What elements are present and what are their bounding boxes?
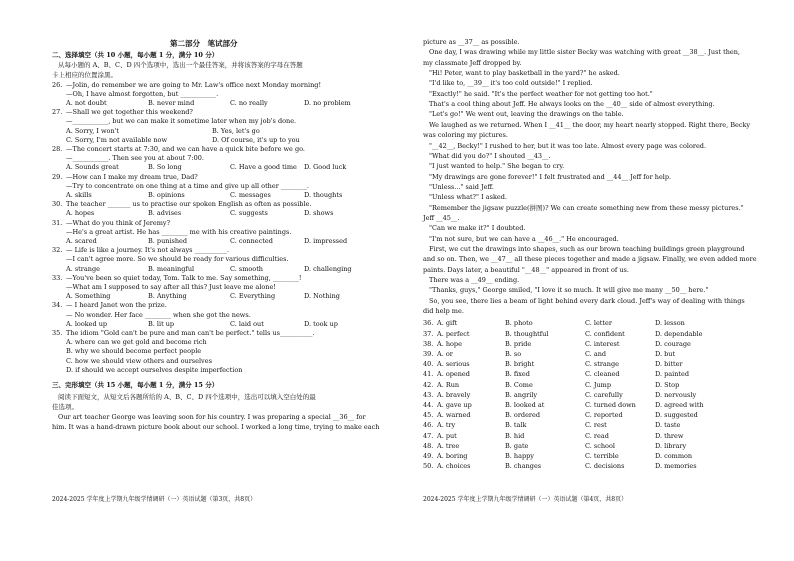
option-b: B. why we should become perfect people bbox=[66, 347, 202, 356]
option-c: C. strange bbox=[585, 360, 619, 369]
passage-line: "Unless what?" I asked. bbox=[429, 193, 507, 202]
option-c: C. suggests bbox=[230, 209, 268, 218]
passage-line: "Thanks, guys," George smiled, "I love it so much. It will give me many __50__ here." bbox=[429, 286, 709, 295]
option-d: D. Stop bbox=[655, 380, 680, 389]
question-number: 48. bbox=[423, 441, 434, 450]
option-a: A. looked up bbox=[66, 319, 108, 328]
passage-line: We laughed as we returned. When I __41__ the door, my heart nearly stopped. Right there, Becky bbox=[429, 120, 751, 129]
option-b: B. lit up bbox=[148, 319, 175, 328]
option-c: C. carefully bbox=[585, 390, 623, 399]
question-number: 35. bbox=[52, 328, 63, 337]
option-d: D. Of course, it's up to you bbox=[212, 135, 300, 144]
option-b: B. looked at bbox=[505, 401, 545, 410]
section3-instruction: 佳选项。 bbox=[52, 402, 78, 411]
option-b: B. talk bbox=[505, 421, 527, 430]
option-d: D. memories bbox=[655, 462, 697, 471]
page-footer: 2024-2025 学年度上学期九年级学情调研（一）英语试题（第4页，共8页） bbox=[423, 496, 628, 503]
option-a: A. Sounds great bbox=[66, 163, 119, 172]
passage-line: Our art teacher George was leaving soon for his country. I was preparing a special __36__ for bbox=[58, 412, 366, 421]
question-text: The teacher _______ us to practise our spoken English as often as possible. bbox=[66, 200, 312, 209]
question-text: —You've been so quiet today, Tom. Talk to me. Say something, ________! bbox=[66, 273, 302, 282]
passage-line: and so on. Then, we __47__ all these pieces together and made a jigsaw. Finally, we even added more bbox=[423, 255, 757, 264]
option-d: D. agreed with bbox=[655, 401, 704, 410]
option-b: B. angrily bbox=[505, 390, 538, 399]
passage-line: "Remember the jigsaw puzzle(拼图)? We can create something new from these messy pictures." bbox=[429, 203, 744, 212]
option-c: C. turned down bbox=[585, 401, 636, 410]
left-page bbox=[52, 0, 380, 561]
option-a: A. not doubt bbox=[66, 98, 107, 107]
option-b: B. opinions bbox=[148, 190, 185, 199]
passage-line: Jeff __45__. bbox=[423, 213, 460, 222]
question-number: 29. bbox=[52, 172, 63, 181]
option-a: A. gave up bbox=[437, 401, 472, 410]
question-text: —I can't agree more. So we should be ready for various difficulties. bbox=[66, 255, 289, 264]
section2-instruction: 从每小题的 A、B、C、D 四个选项中，选出一个最佳答案，并将该答案的字母在答题 bbox=[58, 61, 303, 69]
section3-heading: 三、完形填空（共 15 小题，每小题 1 分，满分 15 分） bbox=[52, 380, 219, 389]
option-d: D. but bbox=[655, 350, 676, 359]
option-b: B. ordered bbox=[505, 411, 541, 420]
question-number: 43. bbox=[423, 390, 434, 399]
option-a: A. hopes bbox=[66, 209, 95, 218]
option-c: C. decisions bbox=[585, 462, 625, 471]
question-number: 30. bbox=[52, 200, 63, 209]
passage-line: him. It was a hand-drawn picture book about our school. I worked a long time, trying to make each bbox=[52, 422, 380, 431]
passage-line: That's a cool thing about Jeff. He always looks on the __40__ side of almost everything. bbox=[429, 100, 715, 109]
question-text: —What am I supposed to say after all this? Just leave me alone! bbox=[66, 282, 276, 291]
option-d: D. courage bbox=[655, 339, 691, 348]
option-a: A. skills bbox=[66, 190, 92, 199]
option-d: D. challenging bbox=[304, 264, 352, 273]
option-a: A. scared bbox=[66, 236, 97, 245]
option-b: B. meaningful bbox=[148, 264, 195, 273]
passage-line: First, we cut the drawings into shapes, such as our brown teaching buildings green playground bbox=[429, 245, 745, 253]
option-b: B. photo bbox=[505, 319, 533, 328]
option-a: A. hope bbox=[437, 339, 462, 348]
option-b: B. punished bbox=[148, 236, 188, 245]
option-c: C. and bbox=[585, 350, 607, 359]
question-number: 47. bbox=[423, 431, 434, 440]
passage-line: "Unless..." said Jeff. bbox=[429, 182, 494, 191]
question-text: —He's a great artist. He has ________ me with his creative paintings. bbox=[66, 227, 292, 236]
option-a: A. gift bbox=[437, 319, 458, 328]
option-c: C. connected bbox=[230, 236, 273, 245]
passage-line: paints. Days later, a beautiful "__48__" appeared in front of us. bbox=[423, 265, 629, 274]
option-d: D. nervously bbox=[655, 390, 697, 399]
option-a: A. bravely bbox=[437, 390, 471, 399]
option-d: D. took up bbox=[304, 319, 338, 328]
question-number: 49. bbox=[423, 452, 434, 461]
option-d: D. if should we accept ourselves despite imperfection bbox=[66, 365, 243, 374]
question-number: 38. bbox=[423, 339, 434, 348]
question-number: 33. bbox=[52, 273, 63, 282]
question-number: 31. bbox=[52, 218, 63, 227]
question-number: 39. bbox=[423, 350, 434, 359]
question-text: —Jolin, do remember we are going to Mr. Law's office next Monday morning! bbox=[66, 80, 322, 89]
passage-line: One day, I was drawing while my little sister Becky was watching with great __38__. Just then, bbox=[429, 48, 740, 57]
option-a: A. tree bbox=[437, 441, 460, 450]
question-number: 34. bbox=[52, 301, 63, 310]
question-text: — I heard Janet won the prize. bbox=[66, 301, 167, 310]
option-a: A. Something bbox=[66, 292, 111, 301]
option-c: C. rest bbox=[585, 421, 607, 430]
option-d: D. taste bbox=[655, 421, 681, 430]
option-a: A. or bbox=[437, 350, 453, 359]
passage-line: "I'd like to, __39__ it's too cold outside!" I replied. bbox=[429, 79, 593, 88]
question-number: 32. bbox=[52, 246, 63, 255]
option-d: D. dependable bbox=[655, 329, 703, 338]
passage-line: "My drawings are gone forever!" I felt frustrated and __44__ Jeff for help. bbox=[429, 172, 672, 181]
option-c: C. confident bbox=[585, 329, 625, 338]
option-d: D. painted bbox=[655, 370, 690, 379]
option-b: B. changes bbox=[505, 462, 542, 471]
option-d: D. lesson bbox=[655, 319, 685, 328]
option-b: B. hid bbox=[505, 431, 525, 440]
passage-line: "Let's go!" We went out, leaving the drawings on the table. bbox=[429, 110, 624, 119]
option-d: D. no problem bbox=[304, 98, 351, 107]
option-a: A. choices bbox=[437, 462, 471, 471]
question-number: 50. bbox=[423, 462, 434, 471]
option-a: A. Sorry, I won't bbox=[66, 126, 120, 135]
option-d: D. Good luck bbox=[304, 163, 347, 172]
passage-line: picture as __37__ as possible. bbox=[423, 38, 520, 46]
option-b: B. pride bbox=[505, 339, 532, 348]
question-text: —Oh, I have almost forgotten, but ___________. bbox=[66, 89, 219, 98]
question-text: — No wonder. Her face ________ when she got the news. bbox=[66, 310, 251, 319]
question-number: 28. bbox=[52, 144, 63, 153]
question-text: —Try to concentrate on one thing at a time and give up all other ________. bbox=[66, 181, 309, 190]
question-number: 26. bbox=[52, 80, 63, 89]
option-b: B. Yes, let's go bbox=[212, 126, 260, 135]
option-c: C. reported bbox=[585, 411, 623, 420]
option-a: A. Run bbox=[437, 380, 460, 389]
passage-line: "Exactly!" he said. "It's the perfect weather for not getting too hot." bbox=[429, 89, 653, 98]
option-a: A. perfect bbox=[437, 329, 470, 338]
option-b: B. never mind bbox=[148, 98, 195, 107]
question-text: —___________, but we can make it sometime later when my job's done. bbox=[66, 117, 297, 126]
passage-line: "__42__, Becky!" I rushed to her, but it was too late. Almost every page was colored. bbox=[429, 141, 707, 150]
question-text: —How can I make my dream true, Dad? bbox=[66, 172, 198, 181]
option-a: A. where can we get gold and become rich bbox=[66, 338, 207, 347]
question-number: 42. bbox=[423, 380, 434, 389]
option-c: C. Everything bbox=[230, 292, 276, 301]
option-d: D. thoughts bbox=[304, 190, 343, 199]
option-a: A. put bbox=[437, 431, 457, 440]
passage-line: "What did you do?" I shouted __43__. bbox=[429, 151, 551, 160]
option-c: C. letter bbox=[585, 319, 612, 328]
passage-line: So, you see, there lies a beam of light behind every dark cloud. Jeff's way of dealing with things bbox=[429, 296, 745, 305]
option-c: C. no really bbox=[230, 98, 268, 107]
passage-line: There was a __49__ ending. bbox=[429, 276, 520, 285]
page-footer: 2024-2025 学年度上学期九年级学情调研（一）英语试题（第3页，共8页） bbox=[52, 496, 257, 503]
option-c: C. school bbox=[585, 441, 615, 450]
option-c: C. messages bbox=[230, 190, 271, 199]
passage-line: was coloring my pictures. bbox=[423, 131, 508, 140]
option-b: B. Come bbox=[505, 380, 533, 389]
question-number: 45. bbox=[423, 411, 434, 420]
option-d: D. suggested bbox=[655, 411, 698, 420]
question-number: 36. bbox=[423, 319, 434, 328]
option-d: D. library bbox=[655, 441, 687, 450]
passage-line: "Hi! Peter, want to play basketball in the yard?" he asked. bbox=[429, 69, 620, 78]
option-b: B. bright bbox=[505, 360, 535, 369]
passage-line: "I just wanted to help." She began to cry. bbox=[429, 162, 565, 171]
option-d: D. impressed bbox=[304, 236, 348, 245]
option-c: C. how we should view others and ourselves bbox=[66, 356, 212, 365]
question-text: —The concert starts at 7:30, and we can have a quick bite before we go. bbox=[66, 144, 305, 153]
option-c: C. Jump bbox=[585, 380, 611, 389]
option-a: A. serious bbox=[437, 360, 470, 369]
question-number: 41. bbox=[423, 370, 434, 379]
option-a: A. try bbox=[437, 421, 456, 430]
option-b: B. So long bbox=[148, 163, 182, 172]
option-c: C. Sorry, I'm not available now bbox=[66, 135, 168, 144]
option-d: D. shows bbox=[304, 209, 334, 218]
option-b: B. happy bbox=[505, 452, 534, 461]
option-b: B. so bbox=[505, 350, 522, 359]
option-c: C. Have a good time bbox=[230, 163, 297, 172]
passage-line: did help me. bbox=[423, 307, 464, 316]
section2-instruction: 卡上相应的位置涂黑。 bbox=[52, 70, 117, 79]
option-a: A. opened bbox=[437, 370, 470, 379]
option-a: A. warned bbox=[437, 411, 471, 420]
option-d: D. Nothing bbox=[304, 292, 340, 301]
option-c: C. read bbox=[585, 431, 609, 440]
passage-line: "Can we make it?" I doubted. bbox=[429, 224, 526, 233]
option-c: C. terrible bbox=[585, 452, 619, 461]
option-c: C. smooth bbox=[230, 264, 263, 273]
passage-line: my classmate Jeff dropped by. bbox=[423, 58, 522, 67]
option-c: C. cleaned bbox=[585, 370, 620, 379]
option-b: B. gate bbox=[505, 441, 529, 450]
section2-heading: 二、选择填空（共 10 小题，每小题 1 分，满分 10 分） bbox=[52, 51, 219, 59]
option-a: A. strange bbox=[66, 264, 100, 273]
question-number: 40. bbox=[423, 360, 434, 369]
question-number: 44. bbox=[423, 401, 434, 410]
question-text: —___________. Then see you at about 7:00. bbox=[66, 154, 204, 163]
option-c: C. interest bbox=[585, 339, 620, 348]
question-number: 27. bbox=[52, 108, 63, 117]
question-text: — Life is like a journey. It's not always __________. bbox=[66, 246, 230, 255]
right-page bbox=[423, 0, 757, 561]
option-b: B. fixed bbox=[505, 370, 530, 379]
part-title: 第二部分 笔试部分 bbox=[170, 39, 238, 48]
passage-line: "I'm not sure, but we can have a __46__." He encouraged. bbox=[429, 234, 619, 243]
option-a: A. boring bbox=[437, 452, 468, 461]
option-d: D. common bbox=[655, 452, 693, 461]
question-number: 46. bbox=[423, 421, 434, 430]
question-number: 37. bbox=[423, 329, 434, 338]
option-b: B. Anything bbox=[148, 292, 187, 301]
question-text: —What do you think of Jeremy? bbox=[66, 218, 171, 227]
question-text: —Shall we get together this weekend? bbox=[66, 108, 193, 117]
section3-instruction: 阅读下面短文，从短文后各题所给的 A、B、C、D 四个选项中，选出可以填入空白处的最 bbox=[58, 392, 316, 401]
option-b: B. thoughtful bbox=[505, 329, 549, 338]
question-text: The idiom "Gold can't be pure and man can't be perfect." tells us__________. bbox=[66, 328, 315, 337]
option-c: C. laid out bbox=[230, 319, 264, 328]
option-d: D. bitter bbox=[655, 360, 683, 369]
option-b: B. advises bbox=[148, 209, 182, 218]
option-d: D. threw bbox=[655, 431, 684, 440]
